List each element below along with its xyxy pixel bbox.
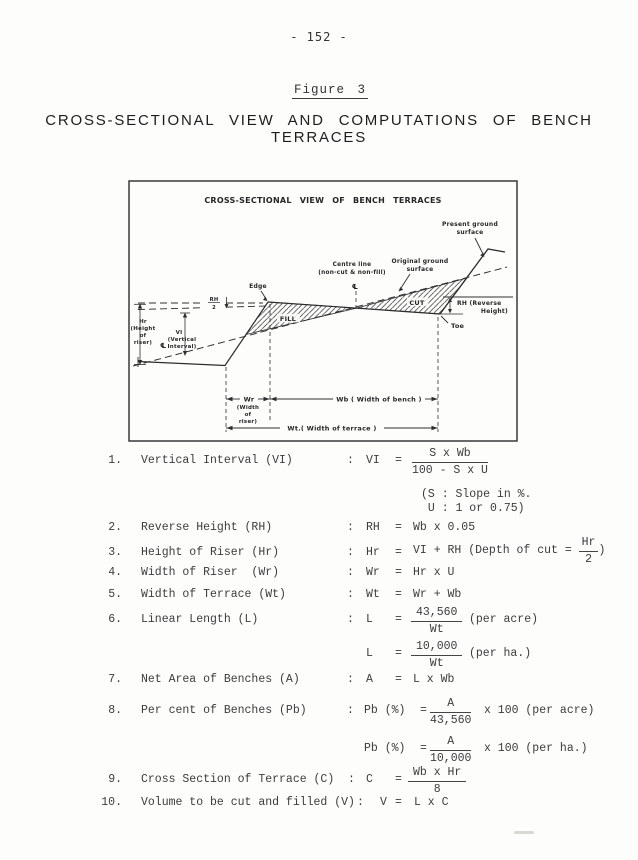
fraction-numerator: Wb x Hr — [408, 766, 466, 782]
toe-label: Toe — [451, 322, 465, 330]
row-label: Width of Riser (Wr) — [141, 566, 280, 579]
row-suffix: (per acre) — [469, 613, 539, 626]
row-symbol: Pb (%) — [364, 704, 406, 717]
expression-text: ) — [598, 544, 606, 557]
fraction-denominator: 8 — [433, 783, 441, 796]
page-title: CROSS-SECTIONAL VIEW AND COMPUTATIONS OF BENCH TERRACES — [45, 112, 593, 146]
figure-label-row — [22, 80, 638, 99]
row-colon: : — [347, 704, 354, 717]
wr-sub-2: of — [244, 412, 252, 418]
row-label: Width of Terrace (Wt) — [141, 588, 286, 601]
wt-label: Wt.( Width of terrace ) — [287, 424, 377, 433]
row-label: Height of Riser (Hr) — [141, 546, 280, 559]
row-equals: = — [395, 588, 402, 601]
fraction-numerator: 10,000 — [411, 640, 462, 656]
hr-label-line3: of — [139, 333, 147, 339]
fraction-denominator: 100 - S x U — [412, 464, 488, 477]
row-number: 2. — [108, 521, 122, 534]
row-equals: = — [395, 454, 402, 467]
fraction-numerator: Hr — [579, 536, 599, 552]
rh-reverse-label-1: RH (Reverse — [457, 300, 502, 307]
row-number: 7. — [108, 673, 122, 686]
row-colon: : — [347, 613, 354, 626]
row-fraction — [411, 606, 462, 637]
fraction-numerator: 43,560 — [411, 606, 462, 622]
row-expression — [413, 535, 606, 566]
row-colon: : — [347, 566, 354, 579]
fraction-numerator: S x Wb — [412, 447, 488, 463]
row-symbol: Wr — [366, 566, 380, 579]
figure-label: Figure 3 — [293, 83, 366, 97]
present-ground-label-2: surface — [456, 229, 484, 236]
note-line1: (S : Slope in %. — [421, 488, 532, 501]
hr-label-line2: (Height — [130, 326, 156, 332]
fraction-denominator: 10,000 — [430, 752, 472, 765]
row-suffix: x 100 (per acre) — [484, 704, 595, 717]
edge-label: Edge — [249, 283, 267, 290]
wr-arrowhead-right — [264, 397, 270, 401]
fraction-numerator: A — [430, 735, 471, 751]
expression-text: VI + RH (Depth of cut = — [413, 544, 579, 557]
fraction-numerator: A — [430, 697, 471, 713]
wb-label: Wb ( Width of bench ) — [336, 395, 422, 404]
row-number: 4. — [108, 566, 122, 579]
wb-arrowhead-left — [271, 397, 277, 401]
row-symbol: Pb (%) — [364, 742, 406, 755]
row-equals: = — [420, 704, 427, 717]
wr-arrowhead-left — [227, 397, 233, 401]
row-symbol: RH — [366, 521, 380, 534]
row-equals: = — [395, 647, 402, 660]
original-ground-line — [130, 267, 507, 366]
original-ground-arrow-line — [401, 274, 410, 288]
original-ground-label-1: Original ground — [391, 258, 449, 265]
cut-label: CUT — [409, 299, 425, 307]
wr-sub-3: riser) — [238, 419, 258, 425]
row-expression: Wr + Wb — [413, 588, 462, 601]
hr-label-line4: riser) — [133, 340, 153, 346]
wb-arrowhead-right — [432, 397, 438, 401]
row-colon: : — [347, 673, 354, 686]
vi-label-line2: (Vertical — [167, 337, 197, 343]
row-colon: : — [347, 521, 354, 534]
diagram-svg — [127, 178, 531, 450]
row-label: Net Area of Benches (A) — [141, 673, 300, 686]
diagram-title: CROSS-SECTIONAL VIEW OF BENCH TERRACES — [204, 196, 442, 205]
vi-label-line3: Interval) — [167, 344, 197, 350]
row-equals: = — [395, 521, 402, 534]
hr-label-line1: Hr — [139, 319, 147, 325]
rh-reverse-label-2: Height) — [480, 308, 508, 315]
row-expression: L x C — [414, 796, 449, 809]
present-ground-label-1: Present ground — [441, 221, 499, 228]
row-symbol: Wt — [366, 588, 380, 601]
toe-pointer-line — [441, 316, 448, 323]
row-label: Vertical Interval (VI) — [141, 454, 293, 467]
row-equals: = — [395, 546, 402, 559]
fraction-denominator: 2 — [585, 552, 592, 566]
row-equals: = — [395, 796, 402, 809]
row-expression: Hr x U — [413, 566, 455, 579]
fraction-denominator: 43,560 — [430, 714, 472, 727]
row-colon: : — [347, 454, 354, 467]
row-equals: = — [395, 566, 402, 579]
row-label: Reverse Height (RH) — [141, 521, 273, 534]
row-suffix: (per ha.) — [469, 647, 532, 660]
centre-line-label-2: (non-cut & non-fill) — [318, 270, 386, 276]
row-expression: L x Wb — [413, 673, 455, 686]
row-symbol: V — [380, 796, 387, 809]
row-fraction — [412, 447, 488, 478]
row-symbol: L — [366, 647, 373, 660]
note-line2: U : 1 or 0.75) — [421, 501, 525, 515]
row-expression: Wb x 0.05 — [413, 521, 476, 534]
row-number: 8. — [108, 704, 122, 717]
scan-smudge — [514, 831, 534, 834]
row-label: Per cent of Benches (Pb) — [141, 704, 307, 717]
row-number: 1. — [108, 454, 122, 467]
wt-arrowhead-left — [227, 426, 233, 430]
centre-symbol-middle: ℄ — [351, 283, 359, 291]
fraction-denominator: Wt — [429, 623, 444, 636]
rh2-denominator: 2 — [212, 305, 216, 311]
rh2-arrowhead — [225, 304, 229, 309]
row-colon: : — [347, 546, 354, 559]
fraction-denominator: Wt — [429, 657, 444, 670]
edge-arrow-line — [261, 291, 266, 298]
row-equals: = — [395, 613, 402, 626]
rh-arrowhead-bottom — [448, 309, 452, 314]
original-ground-label-2: surface — [406, 266, 434, 273]
vi-arrowhead-bottom — [183, 351, 187, 356]
row-equals: = — [395, 773, 402, 786]
row-colon: : — [357, 796, 364, 809]
row-colon: : — [347, 588, 354, 601]
rh2-numerator: RH — [209, 297, 219, 303]
page-number: - 152 - — [290, 30, 348, 44]
row-equals: = — [420, 742, 427, 755]
cut-region — [357, 278, 467, 314]
wr-label: Wr — [243, 395, 255, 404]
formula-note — [421, 488, 531, 515]
edge-arrowhead — [263, 297, 268, 302]
row-fraction — [408, 766, 466, 797]
row-symbol: A — [366, 673, 373, 686]
row-equals: = — [395, 673, 402, 686]
row-fraction — [430, 735, 471, 766]
wt-arrowhead-right — [432, 426, 438, 430]
row-number: 9. — [108, 773, 122, 786]
row-symbol: L — [366, 613, 373, 626]
row-colon: : — [348, 773, 355, 786]
row-symbol: C — [366, 773, 373, 786]
inline-fraction — [579, 536, 599, 567]
row-label: Linear Length (L) — [141, 613, 259, 626]
present-ground-arrow-line — [475, 238, 483, 253]
row-symbol: VI — [366, 454, 380, 467]
row-suffix: x 100 (per ha.) — [484, 742, 588, 755]
original-ground-arrowhead — [399, 287, 404, 292]
row-fraction — [430, 697, 471, 728]
row-number: 3. — [108, 546, 122, 559]
row-symbol: Hr — [366, 546, 380, 559]
centre-line-label-1: Centre line — [332, 262, 372, 268]
vi-label-line1: VI — [175, 330, 183, 336]
row-number: 6. — [108, 613, 122, 626]
centre-symbol-left: ℄ — [160, 342, 167, 350]
row-label: Cross Section of Terrace (C) — [141, 773, 335, 786]
row-number: 10. — [101, 796, 122, 809]
row-number: 5. — [108, 588, 122, 601]
row-label: Volume to be cut and filled (V) — [141, 796, 355, 809]
wr-sub-1: (Width — [236, 405, 260, 411]
row-fraction — [411, 640, 462, 671]
fill-label: FILL — [279, 315, 297, 323]
rh2-level-dashed-line — [138, 306, 267, 310]
